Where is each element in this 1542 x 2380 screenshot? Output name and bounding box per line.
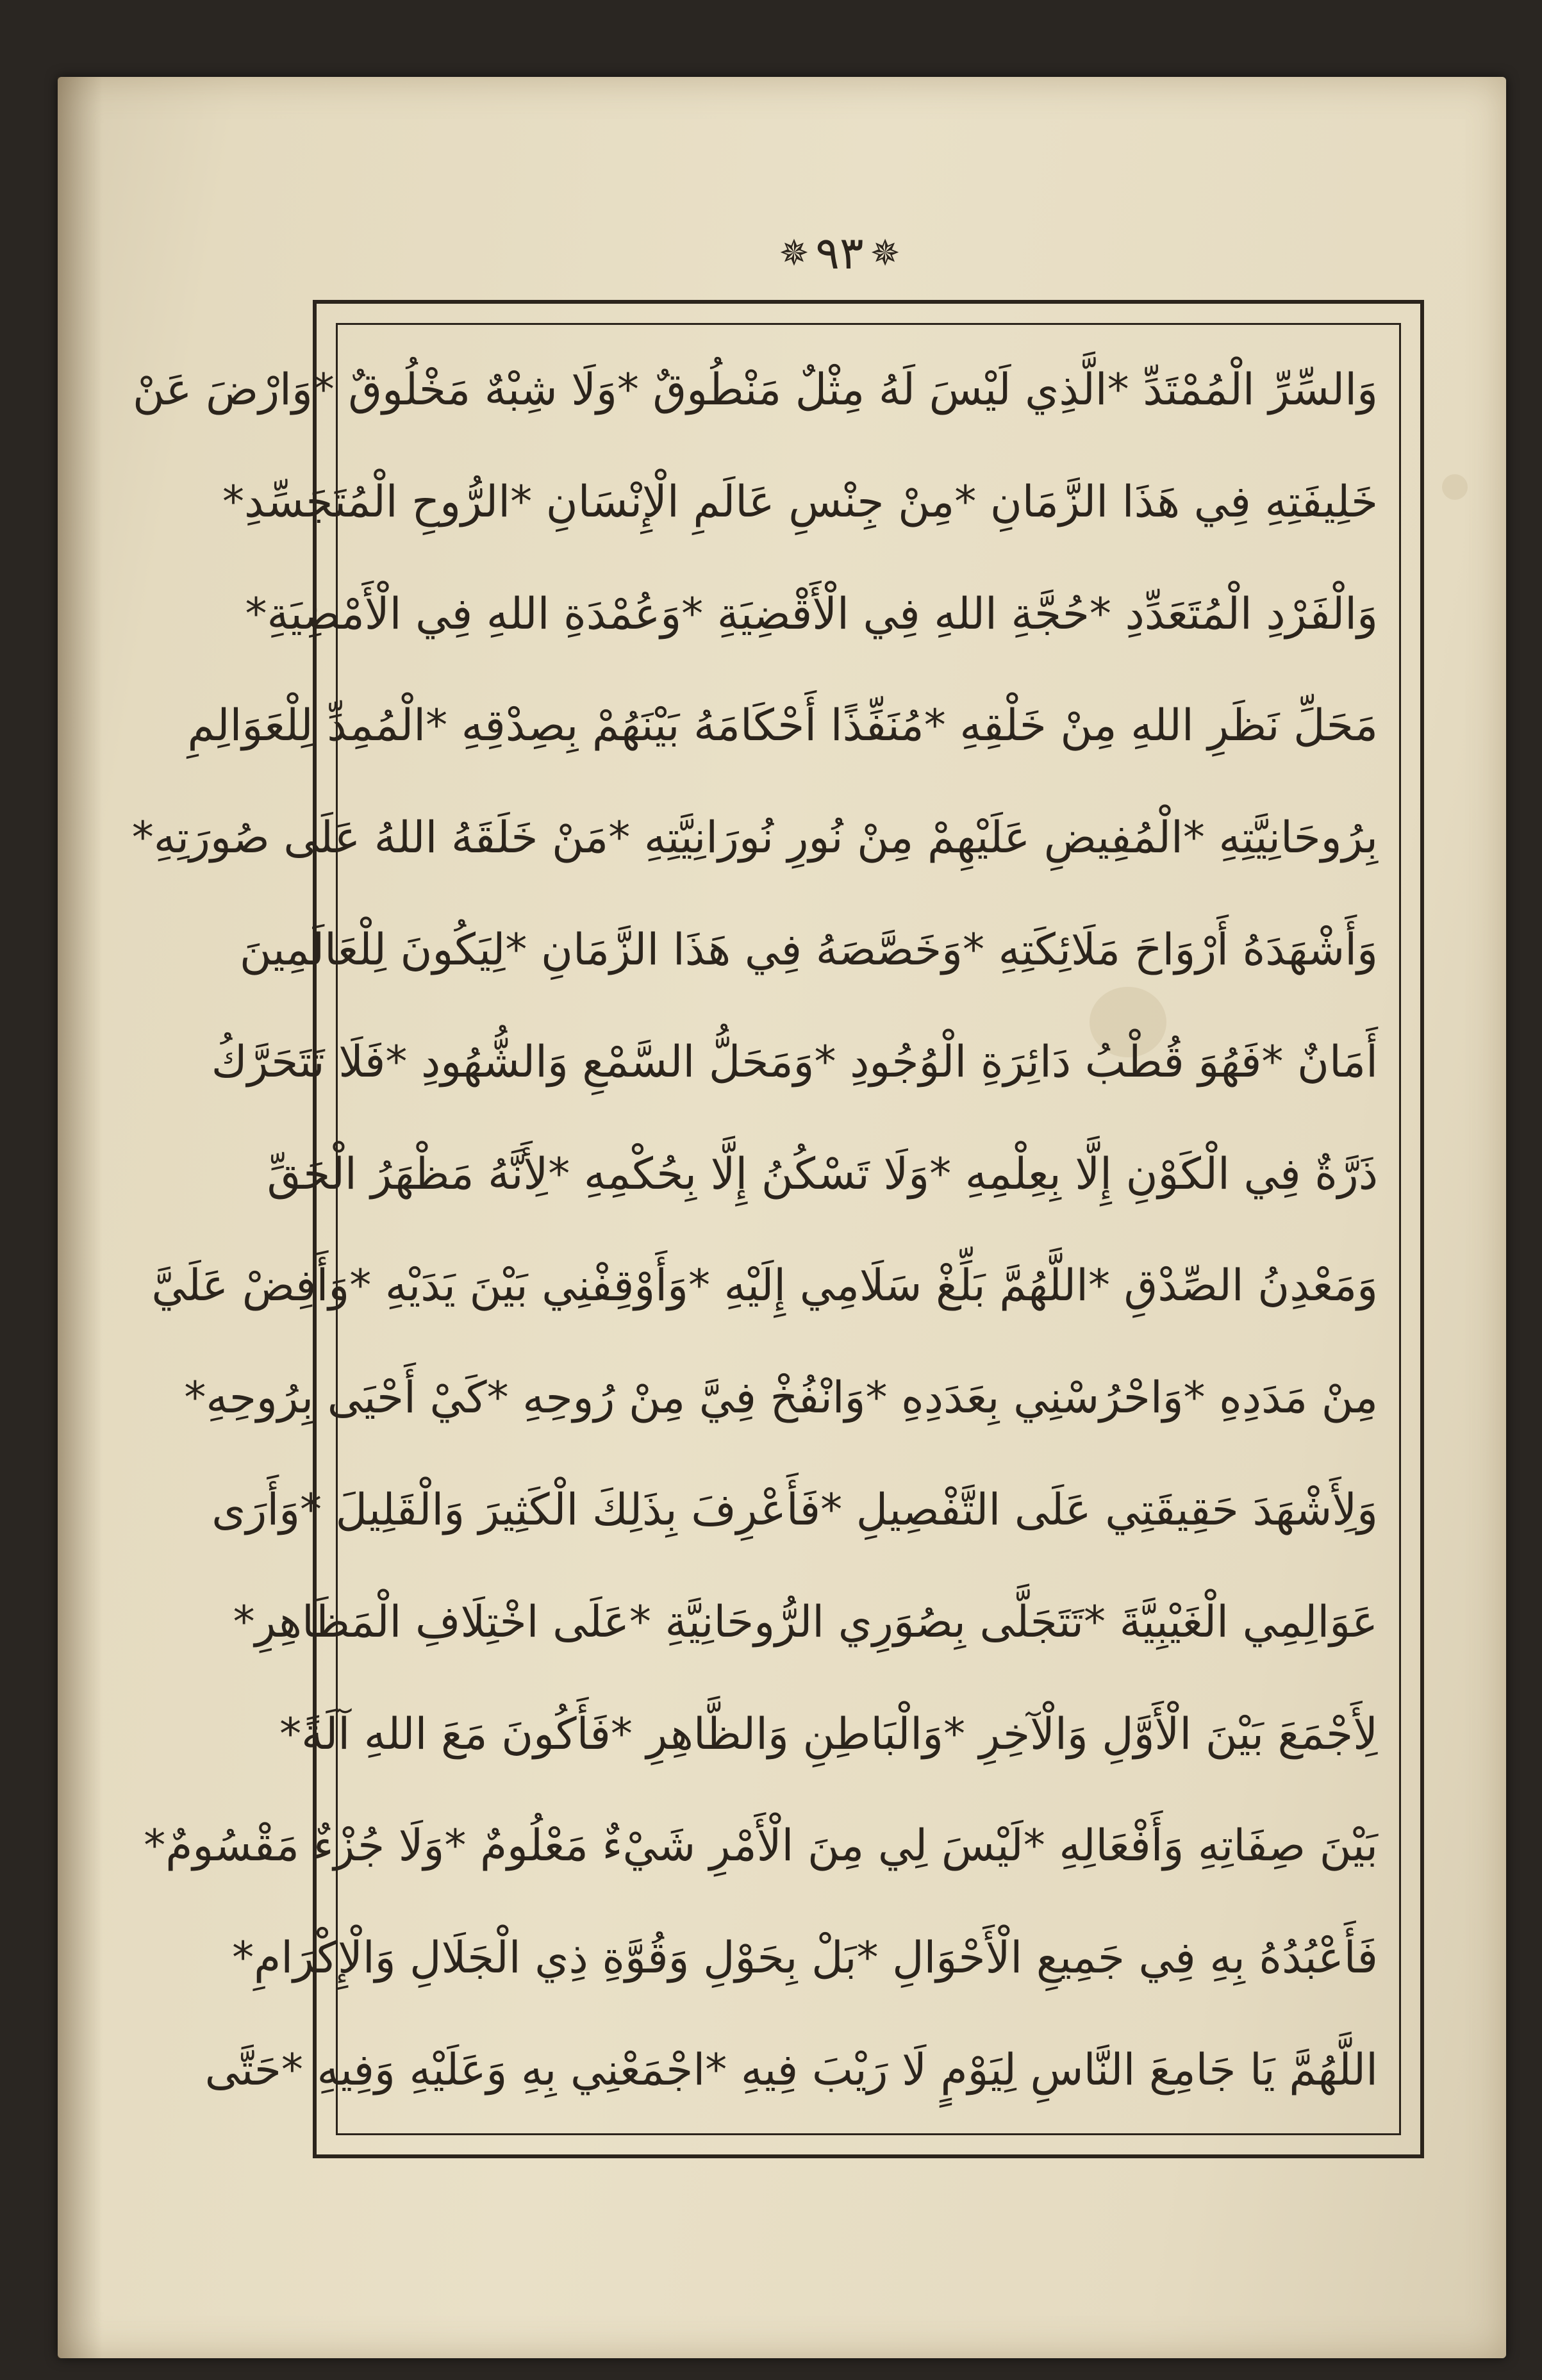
ornament-icon: ✵ — [870, 232, 900, 274]
text-line: اللَّهُمَّ يَا جَامِعَ النَّاسِ لِيَوْمٍ لَا رَيْبَ فِيهِ *اجْمَعْنِي بِهِ وَعَلَيْهِ وَفِيهِ *حَتَّى — [204, 2044, 1378, 2095]
text-line: أَمَانٌ *فَهُوَ قُطْبُ دَائِرَةِ الْوُجُودِ *وَمَحَلُّ السَّمْعِ وَالشُّهُودِ *فَلَا تَتَحَرَّكُ — [211, 1036, 1378, 1087]
paper-stain — [1442, 474, 1468, 500]
arabic-text-block — [131, 346, 1378, 2115]
text-line: فَأَعْبُدُهُ بِهِ فِي جَمِيعِ الْأَحْوَالِ *بَلْ بِحَوْلِ وَقُوَّةِ ذِي الْجَلَالِ وَالْإِكْرَامِ* — [232, 1933, 1378, 1984]
page-number-text: ٩٣ — [815, 227, 864, 279]
text-line: وَالسِّرِّ الْمُمْتَدِّ *الَّذِي لَيْسَ لَهُ مِثْلٌ مَنْطُوقٌ *وَلَا شِبْهٌ مَخْلُوقٌ *وَارْضَ عَنْ — [133, 365, 1378, 415]
ornament-icon: ✵ — [779, 232, 809, 274]
text-line: وَالْفَرْدِ الْمُتَعَدِّدِ *حُجَّةِ اللهِ فِي الْأَقْضِيَةِ *وَعُمْدَةِ اللهِ فِي الْأَمْضِيَةِ* — [245, 588, 1378, 640]
text-line: بَيْنَ صِفَاتِهِ وَأَفْعَالِهِ *لَيْسَ لِي مِنَ الْأَمْرِ شَيْءٌ مَعْلُومٌ *وَلَا جُزْءٌ مَقْسُومٌ* — [144, 1821, 1378, 1872]
text-line: وَلِأَشْهَدَ حَقِيقَتِي عَلَى التَّفْصِيلِ *فَأَعْرِفَ بِذَلِكَ الْكَثِيرَ وَالْقَلِيلَ *وَأَرَى — [211, 1484, 1378, 1535]
text-line: ذَرَّةٌ فِي الْكَوْنِ إِلَّا بِعِلْمِهِ *وَلَا تَسْكُنُ إِلَّا بِحُكْمِهِ *لِأَنَّهُ مَظْهَرُ الْحَقِّ — [267, 1148, 1378, 1200]
text-line: عَوَالِمِي الْغَيْبِيَّةَ *تَتَجَلَّى بِصُوَرِي الرُّوحَانِيَّةِ *عَلَى اخْتِلَافِ الْمَظَاهِرِ* — [233, 1596, 1378, 1648]
text-line: مِنْ مَدَدِهِ *وَاحْرُسْنِي بِعَدَدِهِ *وَانْفُخْ فِيَّ مِنْ رُوحِهِ *كَيْ أَحْيَى بِرُوحِهِ* — [184, 1373, 1378, 1424]
page-number — [756, 218, 923, 288]
text-line: بِرُوحَانِيَّتِهِ *الْمُفِيضِ عَلَيْهِمْ مِنْ نُورِ نُورَانِيَّتِهِ *مَنْ خَلَقَهُ اللهُ عَلَى صُورَتِهِ* — [131, 813, 1378, 864]
text-line: خَلِيفَتِهِ فِي هَذَا الزَّمَانِ *مِنْ جِنْسِ عَالَمِ الْإِنْسَانِ *الرُّوحِ الْمُتَجَسِّدِ* — [222, 476, 1378, 527]
text-line: مَحَلِّ نَظَرِ اللهِ مِنْ خَلْقِهِ *مُنَفِّذًا أَحْكَامَهُ بَيْنَهُمْ بِصِدْقِهِ *الْمُمِدِّ لِلْعَوَالِمِ — [187, 700, 1378, 752]
text-line: لِأَجْمَعَ بَيْنَ الْأَوَّلِ وَالْآخِرِ *وَالْبَاطِنِ وَالظَّاهِرِ *فَأَكُونَ مَعَ اللهِ آلَةً* — [279, 1708, 1378, 1760]
text-line: وَمَعْدِنُ الصِّدْقِ *اللَّهُمَّ بَلِّغْ سَلَامِي إِلَيْهِ *وَأَوْقِفْنِي بَيْنَ يَدَيْهِ *وَأَفِضْ عَلَيَّ — [151, 1260, 1378, 1312]
page-gutter-shadow — [58, 77, 103, 2358]
text-line: وَأَشْهَدَهُ أَرْوَاحَ مَلَائِكَتِهِ *وَخَصَّصَهُ فِي هَذَا الزَّمَانِ *لِيَكُونَ لِلْعَالَمِينَ — [239, 924, 1378, 975]
